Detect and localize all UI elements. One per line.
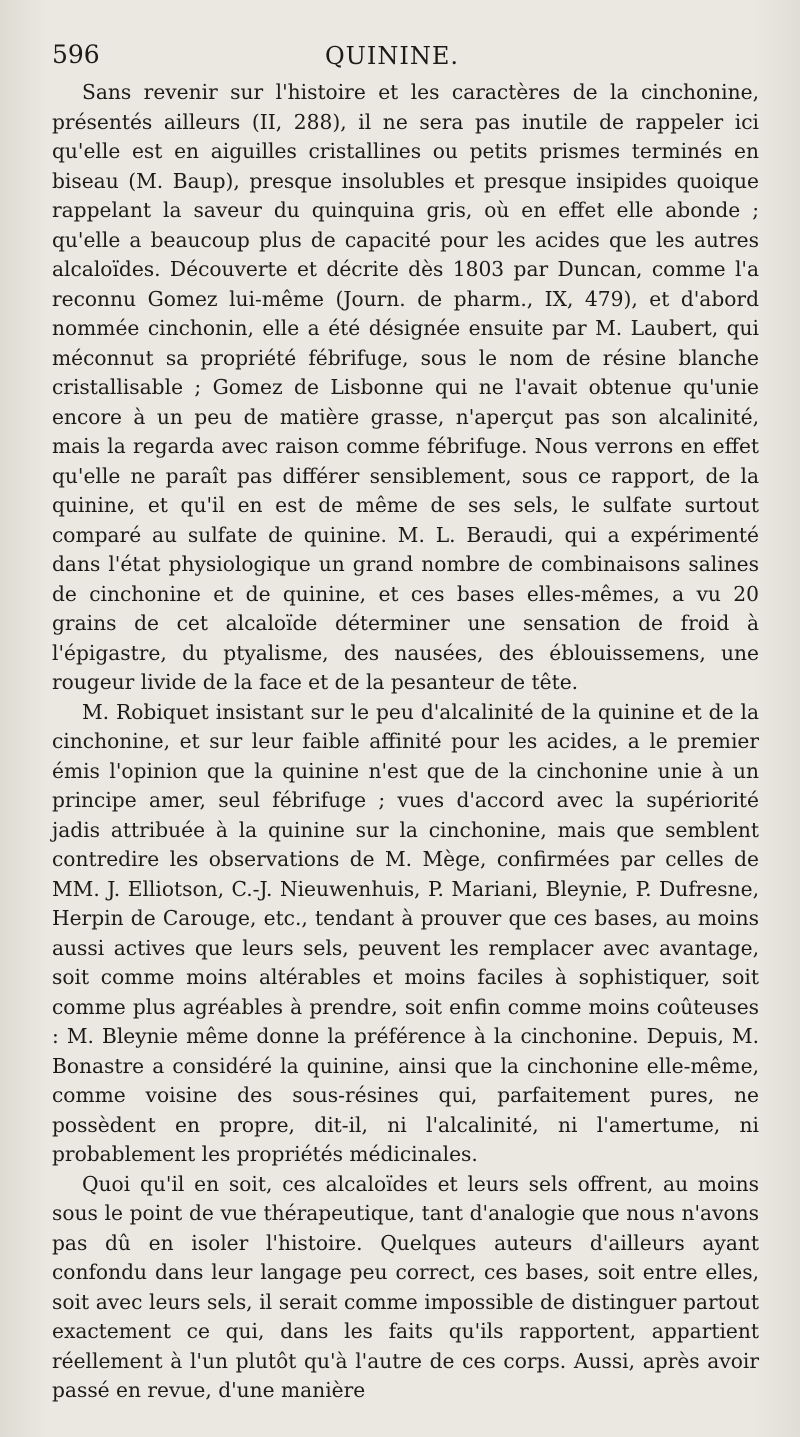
paragraph-2: M. Robiquet insistant sur le peu d'alcalinité de la quinine et de la cinchonine, et sur leur faible affinité pour les acides, a le premier émis l'opinion que la quinine n'est que de la cinchonine unie à un principe amer, seul fébrifuge ; vues d'accord avec la supériorité jadis attribuée à la quinine sur la cinchonine, mais que semblent contredire les observations de M. Mège, confirmées par celles de MM. J. Elliotson, C.-J. Nieuwenhuis, P. Mariani, Bleynie, P. Dufresne, Herpin de Carouge, etc., tendant à prouver que ces bases, au moins aussi actives que leurs sels, peuvent les remplacer avec avantage, soit comme moins altérables et moins faciles à sophistiquer, soit comme plus agréables à prendre, soit enfin comme moins coûteuses : M. Bleynie même donne la préférence à la cinchonine. Depuis, M. Bonastre a considéré la quinine, ainsi que la cinchonine elle-même, comme voisine des sous-résines qui, parfaitement pures, ne possèdent en propre, dit-il, ni l'alcalinité, ni l'amertume, ni probablement les propriétés médicinales. bbox=[52, 699, 759, 1166]
paragraph-3: Quoi qu'il en soit, ces alcaloïdes et leurs sels offrent, au moins sous le point de vue thérapeutique, tant d'analogie que nous n'avons pas dû en isoler l'histoire. Quelques auteurs d'ailleurs ayant confondu dans leur langage peu correct, ces bases, soit entre elles, soit avec leurs sels, il serait comme impossible de distinguer partout exactement ce qui, dans les faits qu'ils rapportent, appartient réellement à l'un plutôt qu'à l'autre de ces corps. Aussi, après avoir passé en revue, d'une manière bbox=[52, 1171, 759, 1402]
paragraph-1: Sans revenir sur l'histoire et les caractères de la cinchonine, présentés ailleurs (II, 288), il ne sera pas inutile de rappeler ici qu'elle est en aiguilles cristallines ou petits prismes terminés en biseau (M. Baup), presque insolubles et presque insipides quoique rappelant la saveur du quinquina gris, où en effet elle abonde ; qu'elle a beaucoup plus de capacité pour les acides que les autres alcaloïdes. Découverte et décrite dès 1803 par Duncan, comme l'a reconnu Gomez lui-même (Journ. de pharm., IX, 479), et d'abord nommée cinchonin, elle a été désignée ensuite par M. Laubert, qui méconnut sa propriété fébrifuge, sous le nom de résine blanche cristallisable ; Gomez de Lisbonne qui ne l'avait obtenue qu'unie encore à un peu de matière grasse, n'aperçut pas son alcalinité, mais la regarda avec raison comme fébrifuge. Nous verrons en effet qu'elle ne paraît pas différer sensiblement, sous ce rapport, de la quinine, et qu'il en est de même de ses sels, le sulfate surtout comparé au sulfate de quinine. M. L. Beraudi, qui a expérimenté dans l'état physiologique un grand nombre de combinaisons salines de cinchonine et de quinine, et ces bases elles-mêmes, a vu 20 grains de cet alcaloïde déterminer une sensation de froid à l'épigastre, du ptyalisme, des nausées, des éblouissemens, une rougeur livide de la face et de la pesanteur de tête. bbox=[52, 80, 759, 694]
page-number: 596 bbox=[52, 40, 100, 69]
body-text bbox=[52, 78, 759, 1406]
page-header bbox=[52, 38, 732, 78]
running-title: QUININE. bbox=[324, 42, 459, 70]
